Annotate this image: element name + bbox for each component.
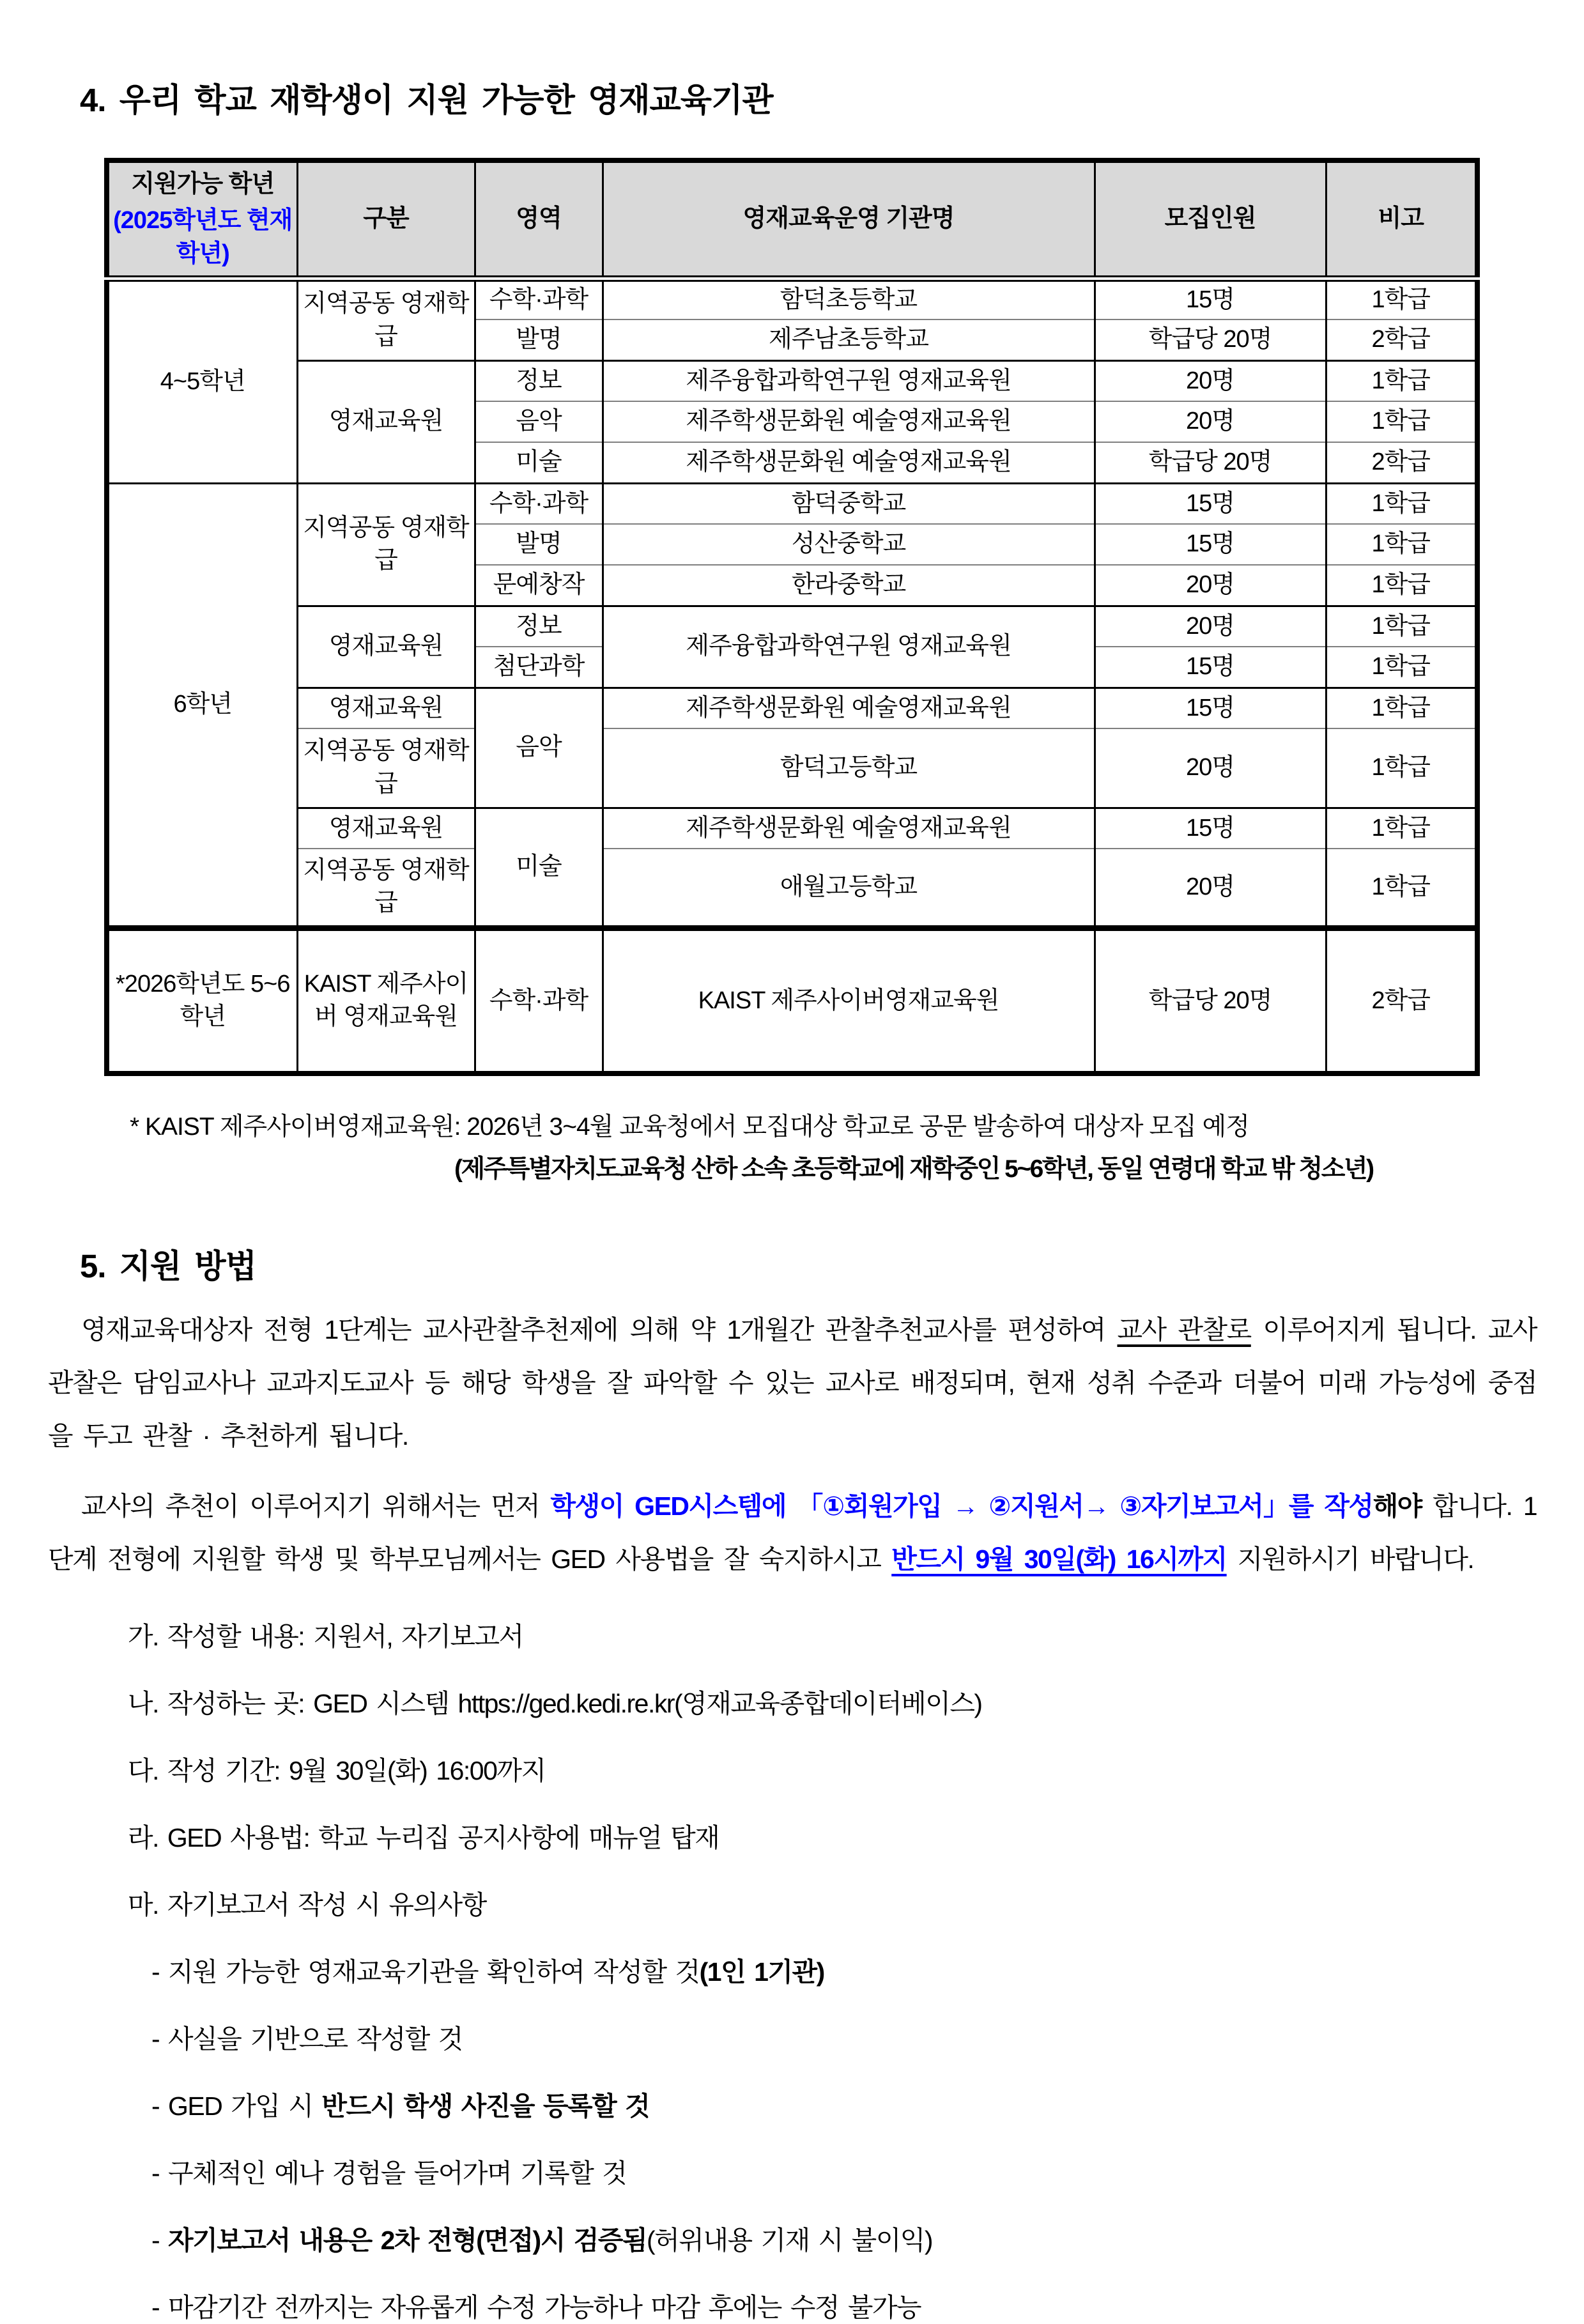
category-cell: 지역공동 영재학급	[297, 483, 475, 606]
note-cell: 1학급	[1326, 647, 1477, 688]
domain-cell: 정보	[475, 606, 603, 647]
header-domain: 영역	[475, 160, 603, 279]
category-cell: 지역공동 영재학급	[297, 728, 475, 808]
category-cell: 영재교육원	[297, 360, 475, 483]
domain-cell: 발명	[475, 524, 603, 565]
sub-item-bold: 반드시 학생 사진을 등록할 것	[321, 2091, 650, 2121]
domain-cell: 정보	[475, 360, 603, 401]
capacity-cell: 20명	[1095, 565, 1326, 606]
sub-item-text: (허위내용 기재 시 불이익)	[647, 2226, 933, 2256]
note-cell: 1학급	[1326, 483, 1477, 524]
table-row	[107, 360, 1477, 401]
capacity-cell: 15명	[1095, 279, 1326, 319]
institution-cell: KAIST 제주사이버영재교육원	[603, 928, 1095, 1074]
section5-paragraph-1	[48, 1304, 1537, 1463]
note-cell: 1학급	[1326, 688, 1477, 728]
p2-post: 지원하시기 바랍니다.	[1226, 1544, 1474, 1574]
list-item-na: 나. 작성하는 곳: GED 시스템 https://ged.kedi.re.kr(영재교육종합데이터베이스)	[128, 1689, 982, 1719]
institution-cell: 제주융합과학연구원 영재교육원	[603, 606, 1095, 688]
section5-title: 5. 지원 방법	[80, 1248, 256, 1284]
note-cell: 1학급	[1326, 524, 1477, 565]
p2-mid: 합니다. 1단계 전형에 지원할 학생 및 학부모님께서는 GED 사용법을 잘 숙지하시고	[48, 1491, 1537, 1574]
note-cell: 2학급	[1326, 928, 1477, 1074]
note-cell: 2학급	[1326, 442, 1477, 483]
note-cell: 1학급	[1326, 401, 1477, 442]
table-row	[107, 928, 1477, 1074]
table-row	[107, 849, 1477, 928]
list-item-da: 다. 작성 기간: 9월 30일(화) 16:00까지	[128, 1756, 546, 1786]
section4-title: 4. 우리 학교 재학생이 지원 가능한 영재교육기관	[80, 82, 773, 118]
domain-cell: 첨단과학	[475, 647, 603, 688]
sub-item-text: -	[151, 2226, 169, 2256]
sub-item-text: - GED 가입 시	[151, 2091, 322, 2121]
domain-cell: 미술	[475, 808, 603, 928]
institution-cell: 제주학생문화원 예술영재교육원	[603, 442, 1095, 483]
category-cell: 지역공동 영재학급	[297, 279, 475, 360]
grade-cell: 6학년	[107, 483, 297, 928]
institution-cell: 제주학생문화원 예술영재교육원	[603, 688, 1095, 728]
domain-cell: 미술	[475, 442, 603, 483]
note-cell: 2학급	[1326, 319, 1477, 360]
note-cell: 1학급	[1326, 849, 1477, 928]
sub-item	[151, 2219, 1536, 2257]
sub-item	[151, 2018, 1536, 2056]
list-item-ma: 마. 자기보고서 작성 시 유의사항	[128, 1890, 486, 1920]
note-cell: 1학급	[1326, 565, 1477, 606]
category-cell: 영재교육원	[297, 808, 475, 849]
list-item-ga: 가. 작성할 내용: 지원서, 자기보고서	[128, 1622, 523, 1652]
section5	[48, 1240, 1536, 2324]
institution-cell: 제주학생문화원 예술영재교육원	[603, 808, 1095, 849]
sub-item	[151, 2085, 1536, 2123]
table-row	[107, 688, 1477, 728]
capacity-cell: 15명	[1095, 524, 1326, 565]
capacity-cell: 15명	[1095, 808, 1326, 849]
sub-item	[151, 2286, 1536, 2324]
p2-pre: 교사의 추천이 이루어지기 위해서는 먼저	[81, 1491, 551, 1521]
section5-paragraph-2	[48, 1480, 1537, 1586]
domain-cell: 문예창작	[475, 565, 603, 606]
gifted-programs-table	[104, 158, 1480, 1076]
sub-item	[151, 1951, 1536, 1989]
note-cell: 1학급	[1326, 808, 1477, 849]
sub-item-bold: (1인 1기관)	[699, 1957, 824, 1987]
capacity-cell: 15명	[1095, 647, 1326, 688]
p1-pre: 영재교육대상자 전형 1단계는 교사관찰추천제에 의해 약 1개월간 관찰추천교사를 편성하여	[81, 1315, 1118, 1344]
institution-cell: 함덕중학교	[603, 483, 1095, 524]
capacity-cell: 학급당 20명	[1095, 319, 1326, 360]
capacity-cell: 15명	[1095, 483, 1326, 524]
category-cell: 영재교육원	[297, 688, 475, 728]
footnote-line2: (제주특별자치도교육청 산하 소속 초등학교에 재학중인 5~6학년, 동일 연령대 학교 밖 청소년)	[454, 1155, 1373, 1183]
sub-item	[151, 2152, 1536, 2190]
domain-cell: 음악	[475, 401, 603, 442]
capacity-cell: 학급당 20명	[1095, 442, 1326, 483]
sub-item-text: - 구체적인 예나 경험을 들어가며 기록할 것	[151, 2159, 627, 2189]
capacity-cell: 20명	[1095, 401, 1326, 442]
table-row	[107, 279, 1477, 319]
note-cell: 1학급	[1326, 279, 1477, 319]
institution-cell: 제주남초등학교	[603, 319, 1095, 360]
header-grade-line1: 지원가능 학년	[131, 171, 275, 198]
capacity-cell: 15명	[1095, 688, 1326, 728]
category-cell: KAIST 제주사이버 영재교육원	[297, 928, 475, 1074]
header-note: 비고	[1326, 160, 1477, 279]
table-row	[107, 606, 1477, 647]
table-header-row	[107, 160, 1477, 279]
grade-cell: 4~5학년	[107, 279, 297, 483]
institution-cell: 함덕초등학교	[603, 279, 1095, 319]
p2-blue-1: 학생이 GED시스템에 「①회원가입 → ②지원서→ ③자기보고서」를 작성	[550, 1491, 1373, 1521]
p2-blue-deadline: 반드시 9월 30일(화) 16시까지	[891, 1544, 1227, 1574]
capacity-cell: 학급당 20명	[1095, 928, 1326, 1074]
capacity-cell: 20명	[1095, 606, 1326, 647]
note-cell: 1학급	[1326, 360, 1477, 401]
table-row	[107, 728, 1477, 808]
institution-cell: 제주학생문화원 예술영재교육원	[603, 401, 1095, 442]
p2-bold-1: 해야	[1373, 1491, 1422, 1521]
grade-cell: *2026학년도 5~6학년	[107, 928, 297, 1074]
sub-item-bold: 자기보고서 내용은 2차 전형(면접)시 검증됨	[168, 2226, 647, 2256]
sub-item-text: - 사실을 기반으로 작성할 것	[151, 2024, 463, 2054]
capacity-cell: 20명	[1095, 360, 1326, 401]
sub-item-text: - 지원 가능한 영재교육기관을 확인하여 작성할 것	[151, 1957, 700, 1987]
list-item-ra: 라. GED 사용법: 학교 누리집 공지사항에 매뉴얼 탑재	[128, 1823, 719, 1853]
table-footnote	[130, 1107, 1536, 1185]
domain-cell: 음악	[475, 688, 603, 808]
header-capacity: 모집인원	[1095, 160, 1326, 279]
institution-cell: 애월고등학교	[603, 849, 1095, 928]
header-category: 구분	[297, 160, 475, 279]
header-grade	[107, 160, 297, 279]
sub-item-text: - 마감기간 전까지는 자유롭게 수정 가능하나 마감 후에는 수정 불가능	[151, 2293, 921, 2323]
p1-underlined: 교사 관찰로	[1117, 1315, 1251, 1344]
domain-cell: 수학·과학	[475, 483, 603, 524]
table-row	[107, 483, 1477, 524]
footnote-line1: * KAIST 제주사이버영재교육원: 2026년 3~4월 교육청에서 모집대상 학교로 공문 발송하여 대상자 모집 예정	[130, 1113, 1249, 1141]
institution-cell: 함덕고등학교	[603, 728, 1095, 808]
institution-cell: 한라중학교	[603, 565, 1095, 606]
institution-cell: 성산중학교	[603, 524, 1095, 565]
p1-post: 이루어지게 됩니다. 교사 관찰은 담임교사나 교과지도교사 등 해당 학생을 잘 파악할 수 있는 교사로 배정되며, 현재 성취 수준과 더불어 미래 가능성에 중점을 두고 관찰 · 추천하게 됩니다.	[48, 1315, 1537, 1451]
table-row	[107, 808, 1477, 849]
domain-cell: 발명	[475, 319, 603, 360]
category-cell: 지역공동 영재학급	[297, 849, 475, 928]
note-cell: 1학급	[1326, 728, 1477, 808]
domain-cell: 수학·과학	[475, 928, 603, 1074]
note-cell: 1학급	[1326, 606, 1477, 647]
header-grade-line2: (2025학년도 현재 학년)	[113, 207, 293, 267]
capacity-cell: 20명	[1095, 849, 1326, 928]
domain-cell: 수학·과학	[475, 279, 603, 319]
category-cell: 영재교육원	[297, 606, 475, 688]
header-institution: 영재교육운영 기관명	[603, 160, 1095, 279]
institution-cell: 제주융합과학연구원 영재교육원	[603, 360, 1095, 401]
capacity-cell: 20명	[1095, 728, 1326, 808]
